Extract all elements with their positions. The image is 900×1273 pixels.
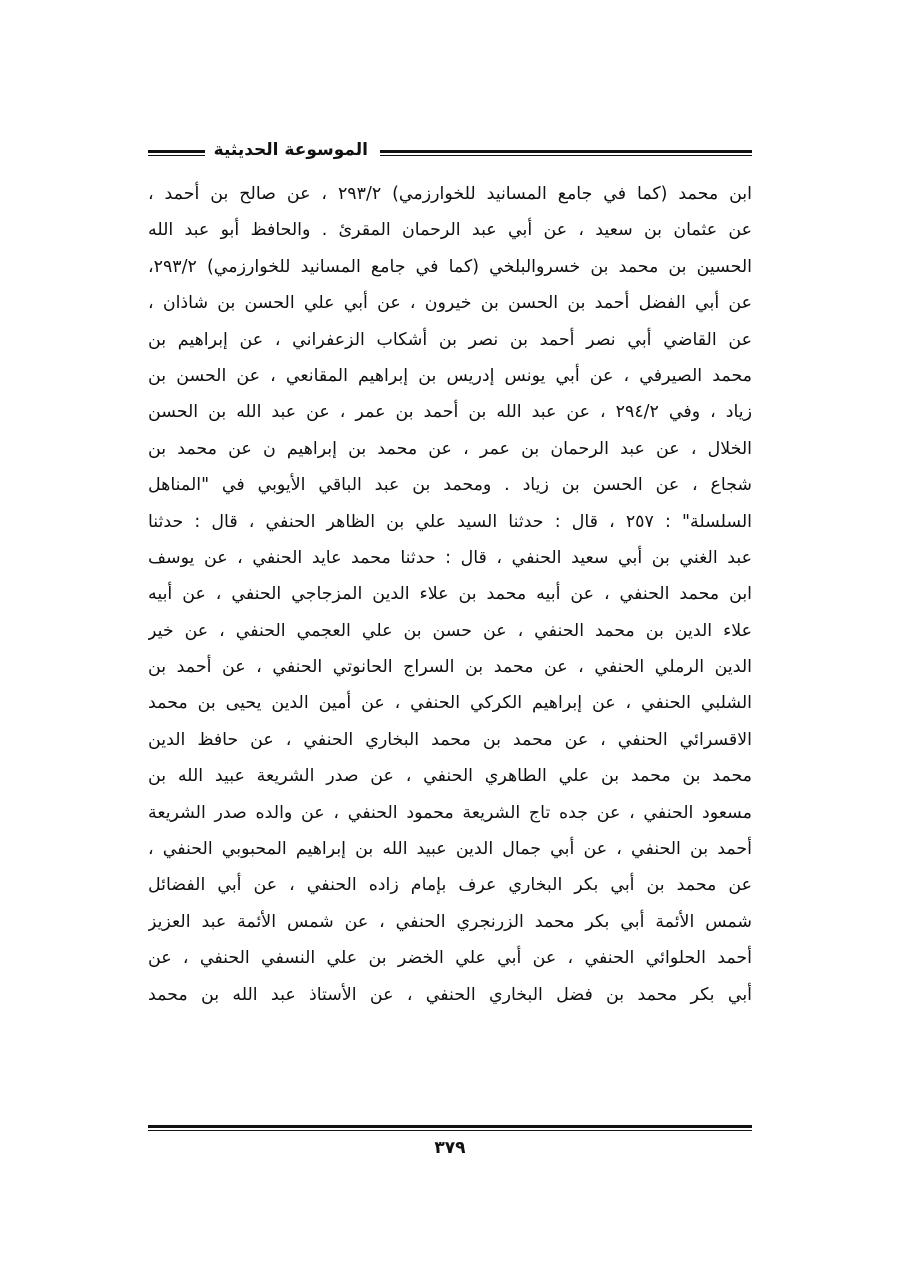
body-text <box>148 176 752 1013</box>
text-line: زياد ، وفي ٢٩٤/٢ ، عن عبد الله بن أحمد بن عمر ، عن عبد الله بن الحسن <box>148 402 752 423</box>
text-line: أبي بكر محمد بن فضل البخاري الحنفي ، عن الأستاذ عبد الله بن محمد <box>148 984 752 1005</box>
text-line: عن محمد بن أبي بكر البخاري عرف بإمام زاده الحنفي ، عن أبي الفضائل <box>148 875 752 896</box>
header-title: الموسوعة الحديثية <box>213 140 368 160</box>
text-line: محمد الصيرفي ، عن أبي يونس إدريس بن إبراهيم المقانعي ، عن الحسن بن <box>148 365 752 386</box>
text-line: عن عثمان بن سعيد ، عن أبي عبد الرحمان المقرئ . والحافظ أبو عبد الله <box>148 220 752 241</box>
text-line: علاء الدين بن محمد الحنفي ، عن حسن بن علي العجمي الحنفي ، عن خير <box>148 620 752 641</box>
running-header <box>148 138 752 172</box>
text-line: عبد الغني بن أبي سعيد الحنفي ، قال : حدثنا محمد عايد الحنفي ، عن يوسف <box>148 547 752 568</box>
text-line: ابن محمد الحنفي ، عن أبيه محمد بن علاء الدين المزجاجي الحنفي ، عن أبيه <box>148 584 752 605</box>
text-line: الاقسرائي الحنفي ، عن محمد بن محمد البخاري الحنفي ، عن حافظ الدين <box>148 729 752 750</box>
text-line: عن أبي الفضل أحمد بن الحسن بن خيرون ، عن أبي علي الحسن بن شاذان ، <box>148 293 752 314</box>
text-line: محمد بن محمد بن علي الطاهري الحنفي ، عن صدر الشريعة عبيد الله بن <box>148 766 752 787</box>
text-line: الشلبي الحنفي ، عن إبراهيم الكركي الحنفي ، عن أمين الدين يحيى بن محمد <box>148 693 752 714</box>
page-number: ٣٧٩ <box>434 1138 466 1158</box>
text-line: أحمد بن الحنفي ، عن أبي جمال الدين عبيد الله بن إبراهيم المحبوبي الحنفي ، <box>148 839 752 860</box>
text-line: أحمد الحلوائي الحنفي ، عن أبي علي الخضر بن علي النسفي الحنفي ، عن <box>148 948 752 969</box>
text-line: الحسين بن محمد بن خسروالبلخي (كما في جامع المسانيد للخوارزمي) ٢٩٣/٢، <box>148 256 752 277</box>
text-line: شمس الأئمة أبي بكر محمد الزرنجري الحنفي ، عن شمس الأئمة عبد العزيز <box>148 911 752 932</box>
header-rule-left <box>148 150 205 156</box>
text-line: الخلال ، عن عبد الرحمان بن عمر ، عن محمد بن إبراهيم ن عن محمد بن <box>148 438 752 459</box>
text-line: عن القاضي أبي نصر أحمد بن نصر بن أشكاب الزعفراني ، عن إبراهيم بن <box>148 329 752 350</box>
text-line: ابن محمد (كما في جامع المسانيد للخوارزمي) ٢٩٣/٢ ، عن صالح بن أحمد ، <box>148 184 752 204</box>
header-rule-right <box>380 150 752 156</box>
text-line: السلسلة" : ٢٥٧ ، قال : حدثنا السيد علي بن الظاهر الحنفي ، قال : حدثنا <box>148 511 752 532</box>
text-line: شجاع ، عن الحسن بن زياد . ومحمد بن عبد الباقي الأيوبي في "المناهل <box>148 475 752 496</box>
text-line: مسعود الحنفي ، عن جده تاج الشريعة محمود الحنفي ، عن والده صدر الشريعة <box>148 802 752 823</box>
footer-rule <box>148 1125 752 1131</box>
text-line: الدين الرملي الحنفي ، عن محمد بن السراج الحانوتي الحنفي ، عن أحمد بن <box>148 657 752 678</box>
